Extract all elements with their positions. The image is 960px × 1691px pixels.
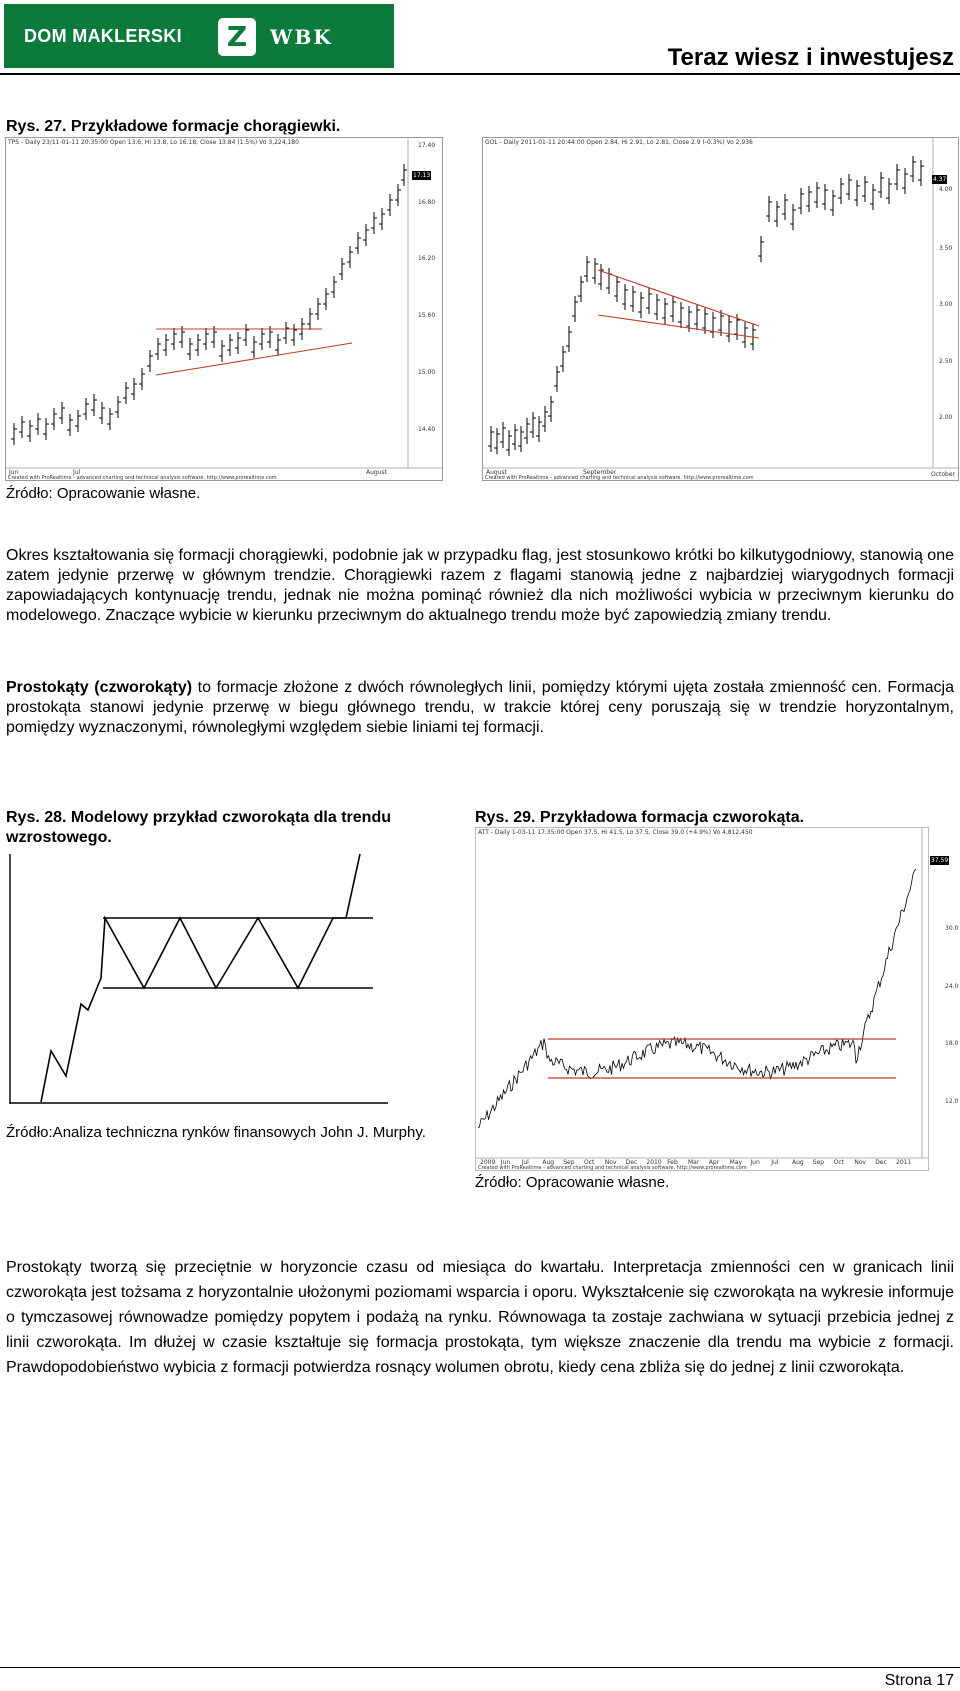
xtick: 2010: [646, 1159, 662, 1166]
xtick: Jul: [521, 1159, 529, 1166]
term-rectangles: Prostokąty (czworokąty): [6, 679, 193, 696]
price-tag: 37.59: [931, 857, 949, 864]
fig27-chart-right: [482, 137, 959, 481]
xtick: May: [729, 1159, 742, 1166]
ytick: 14.40: [418, 426, 436, 433]
xtick: Jun: [750, 1159, 760, 1166]
xtick: Dec: [625, 1159, 638, 1166]
xtick: October: [931, 471, 956, 478]
pennant-top-line: [598, 270, 759, 326]
fig28-rectangle-model: [8, 854, 388, 1104]
xtick: Sep: [563, 1159, 575, 1166]
tagline: Teraz wiesz i inwestujesz: [667, 44, 954, 71]
chart-header: TPS - Daily 23/11-01-11 20:35:00 Open 13.6, Hi 13.8, Lo 16.18, Close 13.84 (1.5%) Vo 3,224,180: [8, 139, 299, 146]
xtick: Nov: [854, 1159, 867, 1166]
xtick: August: [366, 469, 387, 476]
fig27-title: Rys. 27. Przykładowe formacje chorągiewki.: [6, 118, 341, 135]
ytick: 16.80: [418, 199, 436, 206]
xtick: Feb: [667, 1159, 678, 1166]
ytick: 2.00: [939, 414, 953, 421]
xtick: September: [583, 469, 617, 476]
ytick: 15.60: [418, 312, 436, 319]
xtick: Nov: [604, 1159, 617, 1166]
paragraph-rectangles-interpretation: Prostokąty tworzą się przeciętnie w horyzoncie czasu od miesiąca do kwartału. Interpretacja zmienności cen w granicach linii czworokąta jest tożsama z horyzontalnie ułożonymi poziomami wsparcia i oporu. Wykształcenie się czworokąta na wykresie informuje o tymczasowej równowadze pomiędzy popytem i podażą na rynku. Równowaga ta zostaje zachwiana w sytuacji przebicia jednej z linii czworokąta. Im dłużej w czasie kształtuje się formacja prostokąta, tym większe znaczenie dla trendu ma wybicie z formacji. Prawdopodobieństwo wybicia z formacji potwierdza rosnący wolumen obrotu, kiedy cena zbliża się do jednej z linii czworokąta.: [6, 1259, 954, 1376]
fig29-chart: [475, 827, 959, 1171]
xtick: Aug: [542, 1159, 555, 1166]
chart-footer: Created with ProRealtime - advanced charting and technical analysis software. http://www.prorealtime.com: [478, 1165, 747, 1171]
xtick: August: [486, 469, 507, 476]
page-number: Strona 17: [884, 1672, 954, 1689]
ytick: 18.0: [945, 1040, 959, 1047]
brand-mark-icon: Z: [218, 18, 256, 56]
xtick: Mar: [688, 1159, 700, 1166]
ytick: 3.50: [939, 245, 953, 252]
pennant-bottom-line: [598, 315, 759, 338]
fig27-chart-left: [5, 137, 443, 481]
ytick: 15.00: [418, 369, 436, 376]
ytick: 3.00: [939, 301, 953, 308]
ytick: 30.0: [945, 925, 959, 932]
ytick: 24.0: [945, 983, 959, 990]
chart-header: ATT - Daily 1-03-11 17:35:00 Open 37.5, Hi 41.5, Lo 37.5, Close 39.0 (+4.9%) Vo 4,812,450: [478, 829, 753, 836]
price-tag: 17.13: [413, 172, 431, 179]
price-path: [41, 854, 360, 1102]
fig27-source: Źródło: Opracowanie własne.: [6, 485, 201, 502]
xtick: 2009: [480, 1159, 496, 1166]
fig28-title: Rys. 28. Modelowy przykład czworokąta dla trendu wzrostowego.: [6, 809, 391, 846]
paragraph-pennants: Okres kształtowania się formacji chorągiewki, podobnie jak w przypadku flag, jest stosunkowo krótki bo kilkutygodniowy, stanowią one zatem jedynie przerwę w głównym trendzie. Chorągiewki razem z flagami stanowią jedne z najbardziej wiarygodnych formacji zapowiadających kontynuację trendu, jednak nie można pominąć również dla nich możliwości wybicia w przeciwnym kierunku do modelowego. Znaczące wybicie w kierunku przeciwnym do aktualnego trendu może być zapowiedzią zmiany trendu.: [6, 547, 954, 624]
xtick: Aug: [792, 1159, 804, 1166]
paragraph-rectangles: [6, 678, 954, 738]
xtick: Apr: [708, 1159, 720, 1166]
chart-29-plot: [476, 828, 928, 1170]
ytick: 2.50: [939, 358, 953, 365]
price-tag: 4.37: [933, 176, 947, 183]
brand-logo: [4, 4, 394, 68]
header-divider: [0, 73, 960, 75]
xtick: Jul: [771, 1159, 779, 1166]
fig29-source: Źródło: Opracowanie własne.: [475, 1174, 670, 1191]
footer-divider: [0, 1667, 960, 1668]
chart-header: GOL - Daily 2011-01-11 20:44:00 Open 2.84, Hi 2.91, Lo 2.81, Close 2.9 (-0.3%) Vo 2,936: [485, 139, 753, 146]
xtick: Sep: [812, 1159, 825, 1166]
xtick: Oct: [584, 1159, 595, 1166]
chart-right-plot: [483, 138, 958, 480]
xtick: Jul: [73, 469, 81, 476]
chart-footer: Created with ProRealtime - advanced charting and technical analysis software. http://www.prorealtime.com: [8, 475, 277, 481]
ytick: 16.20: [418, 255, 436, 262]
ytick: 4.00: [939, 186, 953, 193]
paragraph-rectangles-text: to formacje złożone z dwóch równoległych linii, pomiędzy którymi ujęta została zmienność cen. Formacja prostokąta stanowi jedynie przerwę w biegu głównego trendu, w trakcie której ceny poruszają się w trendzie horyzontalnym, pomiędzy wyznaczonymi, równoległymi względem siebie liniami tej formacji.: [6, 679, 955, 736]
fig29-title: Rys. 29. Przykładowa formacja czworokąta.: [475, 809, 805, 826]
ytick: 12.0: [945, 1098, 959, 1105]
xtick: Jun: [500, 1159, 511, 1166]
xtick: Oct: [833, 1159, 844, 1166]
chart-left-plot: [6, 138, 442, 480]
ytick: 17.40: [418, 142, 436, 149]
xtick: Dec: [875, 1159, 887, 1166]
xtick: 2011: [896, 1159, 912, 1166]
chart-footer: Created with ProRealtime - advanced charting and technical analysis software. http://www.prorealtime.com: [485, 475, 754, 481]
fig28-source: Źródło:Analiza techniczna rynków finansowych John J. Murphy.: [6, 1124, 426, 1141]
brand-wbk: WBK: [270, 25, 333, 49]
brand-name: DOM MAKLERSKI: [24, 26, 182, 46]
xtick: Jun: [9, 469, 19, 476]
